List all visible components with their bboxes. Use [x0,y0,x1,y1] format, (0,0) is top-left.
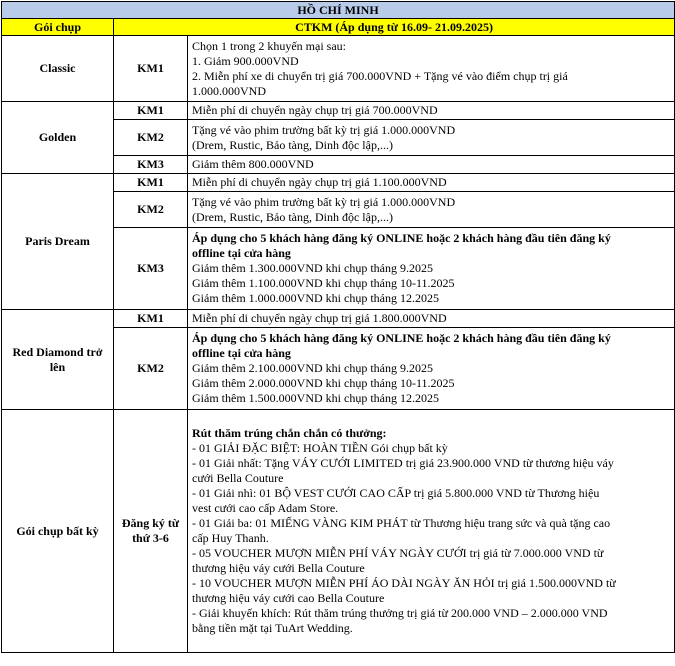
promo-condition-line: Áp dụng cho 5 khách hàng đăng ký ONLINE hoặc 2 khách hàng đầu tiên đăng ký [192,231,611,245]
promo-line: - 01 GIẢI ĐẶC BIỆT: HOÀN TIỀN Gói chụp bất kỳ [192,441,448,455]
promo-details [188,410,675,653]
promo-line: Tặng vé vào phim trường bất kỳ trị giá 1.000.000VND [192,122,456,137]
table-row [2,102,675,120]
promo-line: 1.000.000VND [192,83,266,98]
header-package: Gói chụp [2,19,114,36]
promo-line: thương hiệu váy cưới Bella Couture [192,561,365,575]
promo-condition-line: Áp dụng cho 5 khách hàng đăng ký ONLINE hoặc 2 khách hàng đầu tiên đăng ký [192,331,611,345]
header-promotion: CTKM (Áp dụng từ 16.09- 21.09.2025) [114,19,675,36]
promo-condition-line: Rút thăm trúng chắn chắn có thưởng: [192,426,387,440]
promo-code: KM1 [114,174,188,192]
promo-line: - 01 Giải nhất: Tặng VÁY CƯỚI LIMITED trị giá 23.900.000 VND từ thương hiệu váy [192,456,614,470]
table-row [2,174,675,192]
header-row [2,19,675,36]
promo-details [188,156,675,174]
promo-line: Giảm thêm 1.300.000VND khi chụp tháng 9.2025 [192,261,433,275]
promo-line: cấp Huy Thanh. [192,531,269,545]
table-row [2,310,675,328]
promo-line: Giảm thêm 1.500.000VND khi chụp tháng 12.2025 [192,391,439,405]
promo-code: KM1 [114,36,188,102]
promo-code: Đăng ký từ thứ 3-6 [114,410,188,653]
promo-line: - Giải khuyến khích: Rút thăm trúng thưởng trị giá từ 200.000 VND – 2.000.000 VND [192,606,608,620]
promo-line: bằng tiền mặt tại TuArt Wedding. [192,621,353,635]
promo-code: KM1 [114,310,188,328]
promo-line: cưới Bella Couture [192,471,284,485]
promo-code: KM3 [114,156,188,174]
promo-details [188,102,675,120]
promo-line: (Drem, Rustic, Bảo tàng, Dinh độc lập,...) [192,209,393,224]
promo-code: KM1 [114,102,188,120]
promo-line: Chọn 1 trong 2 khuyến mại sau: [192,38,346,53]
promo-line: - 01 Giải nhì: 01 BỘ VEST CƯỚI CAO CẤP trị giá 5.800.000 VND từ Thương hiệu [192,486,600,500]
promo-line: Giảm thêm 1.100.000VND khi chụp tháng 10-11.2025 [192,276,455,290]
promo-condition-line: offline tại cửa hàng [192,246,291,260]
promo-line: (Drem, Rustic, Bảo tàng, Dinh độc lập,...) [192,137,393,152]
promo-line: - 10 VOUCHER MƯỢN MIỄN PHÍ ÁO DÀI NGÀY ĂN HỎI trị giá 1.500.000VND từ [192,576,616,590]
promo-details [188,228,675,310]
promo-details [188,36,675,102]
package-name: Golden [2,102,114,174]
promo-line: 2. Miễn phí xe di chuyển trị giá 700.000VND + Tặng vé vào điểm chụp trị giá [192,68,568,83]
promo-line: Giảm thêm 2.100.000VND khi chụp tháng 9.2025 [192,361,433,375]
package-name: Red Diamond trở lên [2,310,114,410]
promo-details [188,310,675,328]
promo-condition-line: offline tại cửa hàng [192,346,291,360]
promo-line: Miễn phí di chuyển ngày chụp trị giá 1.100.000VND [192,175,447,189]
promo-code: KM2 [114,328,188,410]
promo-details [188,328,675,410]
promo-code: KM2 [114,120,188,156]
promo-line: vest cưới cao cấp Adam Store. [192,501,339,515]
promo-line: Tặng vé vào phim trường bất kỳ trị giá 1.000.000VND [192,194,456,209]
promo-line: - 01 Giải ba: 01 MIẾNG VÀNG KIM PHÁT từ Thương hiệu trang sức và quà tặng cao [192,516,611,530]
table-row [2,36,675,102]
promo-line: Giảm thêm 2.000.000VND khi chụp tháng 10-11.2025 [192,376,455,390]
promo-line: Giảm thêm 800.000VND [192,157,314,171]
promo-code: KM3 [114,228,188,310]
promo-line: Miễn phí di chuyển ngày chụp trị giá 700.000VND [192,103,438,117]
package-name: Paris Dream [2,174,114,310]
package-name: Classic [2,36,114,102]
table-title: HỒ CHÍ MINH [2,2,675,19]
title-row [2,2,675,19]
package-name: Gói chụp bất kỳ [2,410,114,653]
promo-code: KM2 [114,192,188,228]
promo-details [188,192,675,228]
promo-line: thương hiệu váy cưới cao Bella Couture [192,591,385,605]
promo-line: - 05 VOUCHER MƯỢN MIỄN PHÍ VÁY NGÀY CƯỚI trị giá từ 7.000.000 VND từ [192,546,604,560]
promo-details [188,120,675,156]
promo-line: Miễn phí di chuyển ngày chụp trị giá 1.800.000VND [192,311,447,325]
table-row [2,410,675,653]
promotion-table [1,1,675,653]
promo-line: Giảm thêm 1.000.000VND khi chụp tháng 12.2025 [192,291,439,305]
promo-details [188,174,675,192]
promo-line: 1. Giảm 900.000VND [192,53,299,68]
